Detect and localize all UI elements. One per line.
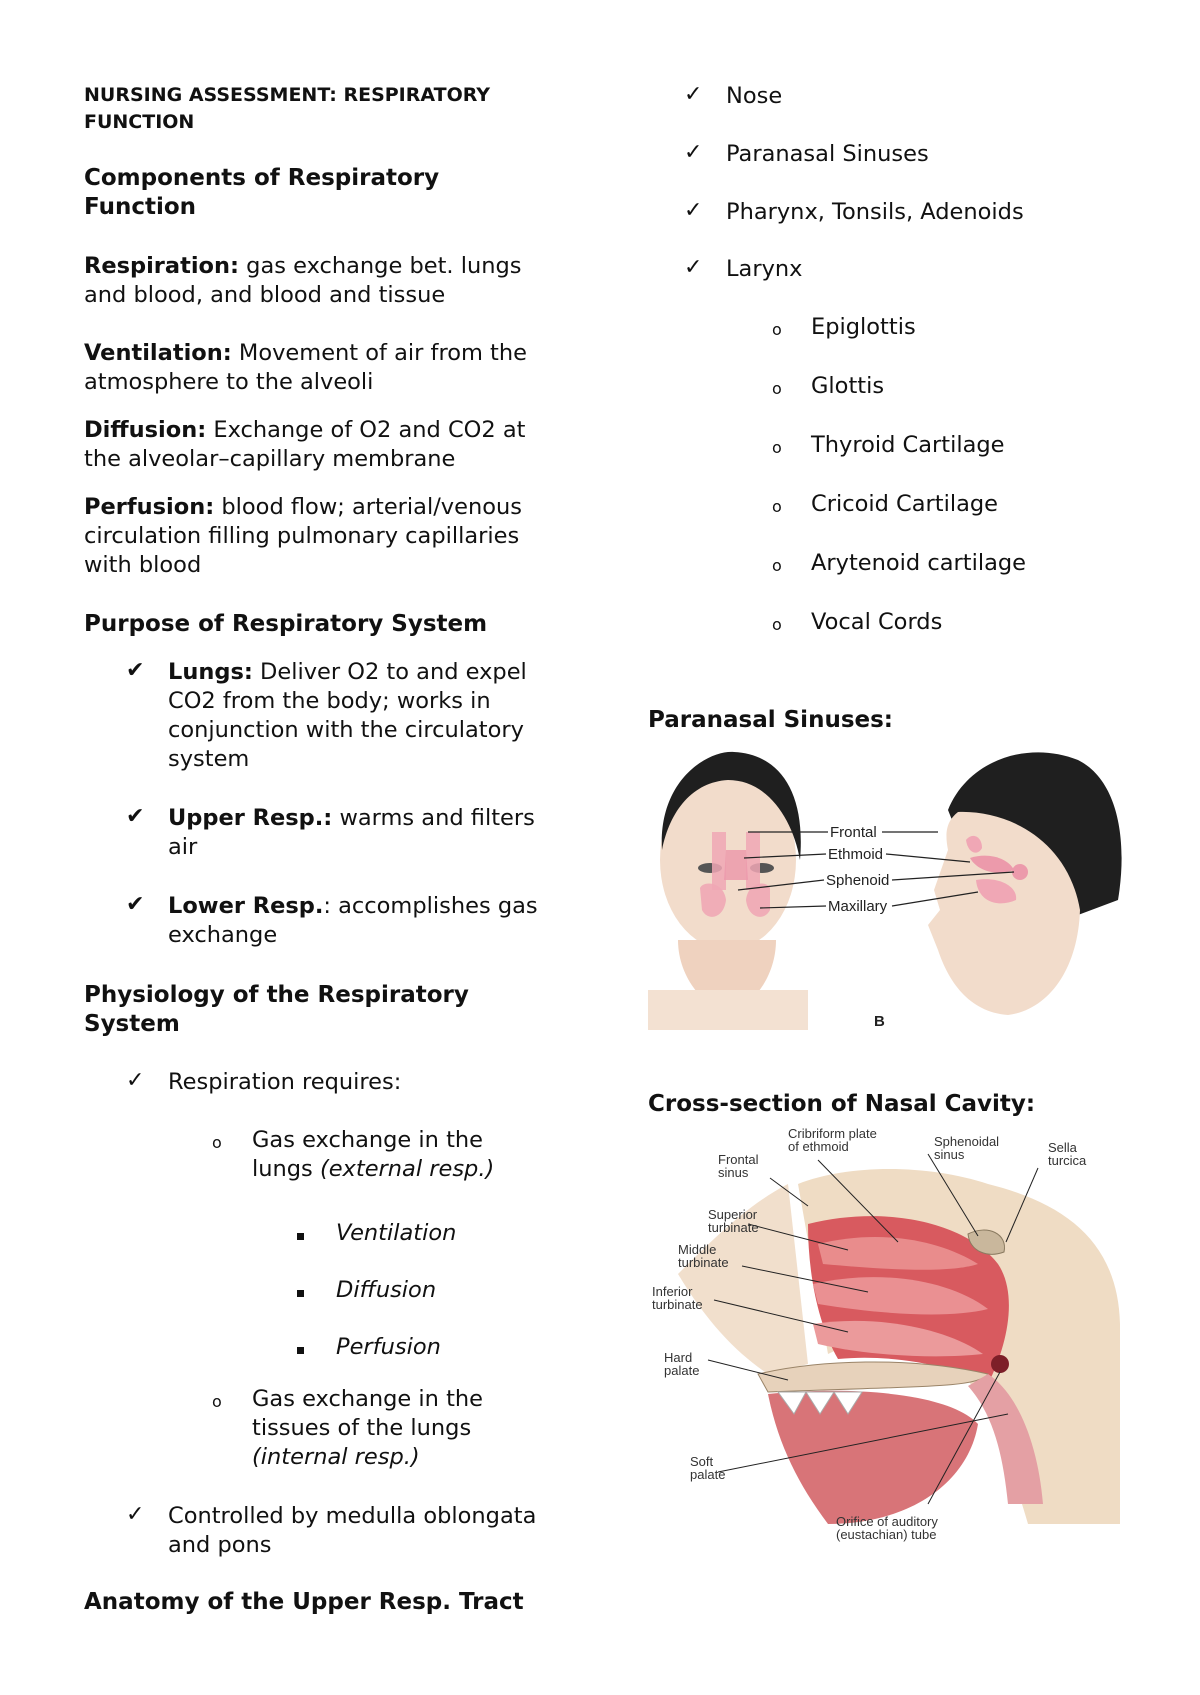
- larynx-item: Thyroid Cartilage: [811, 432, 1005, 458]
- square-bullet-icon: [297, 1233, 304, 1240]
- sub-item-diffusion: Diffusion: [336, 1277, 437, 1303]
- purpose-text: : accomplishes gas exchange: [168, 893, 538, 948]
- definition-ventilation: [84, 339, 554, 397]
- definition-diffusion: [84, 416, 554, 474]
- definition-term: Ventilation:: [84, 340, 232, 366]
- larynx-item: Glottis: [811, 373, 885, 399]
- definition-text: blood flow; arterial/venous circulation filling pulmonary capillaries with blood: [84, 494, 522, 578]
- nasal-cavity-figure: [648, 1124, 1128, 1554]
- definition-term: Respiration:: [84, 253, 240, 279]
- circle-bullet-icon: o: [212, 1133, 222, 1152]
- larynx-item: Arytenoid cartilage: [811, 550, 1026, 576]
- check-item-pharynx: Pharynx, Tonsils, Adenoids: [726, 199, 1024, 225]
- label-middle-1: Middle: [678, 1242, 717, 1257]
- square-bullet-icon: [297, 1290, 304, 1297]
- document-title: NURSING ASSESSMENT: RESPIRATORY FUNCTION: [84, 84, 491, 133]
- label-sella-1: Sella: [1048, 1140, 1077, 1155]
- larynx-item: Vocal Cords: [811, 609, 943, 635]
- check-icon: ✓: [126, 1502, 145, 1527]
- heavy-check-icon: ✔: [126, 892, 145, 917]
- label-sphenoidal-1: Sphenoidal: [934, 1134, 1000, 1149]
- check-item-sinuses: Paranasal Sinuses: [726, 141, 929, 167]
- label-cribriform-1: Cribriform plate: [788, 1126, 877, 1141]
- square-bullet-icon: [297, 1347, 304, 1354]
- label-sella-2: turcica: [1048, 1153, 1087, 1168]
- heavy-check-icon: ✔: [126, 658, 145, 683]
- definition-term: Diffusion:: [84, 417, 207, 443]
- larynx-item: Cricoid Cartilage: [811, 491, 999, 517]
- purpose-item-upper: [168, 804, 558, 862]
- nasal-cavity-heading: Cross-section of Nasal Cavity:: [648, 1091, 1036, 1117]
- label-hard-2: palate: [664, 1363, 700, 1378]
- check-icon: ✓: [684, 82, 703, 107]
- purpose-term: Upper Resp.:: [168, 805, 333, 831]
- label-frontal-2: sinus: [718, 1165, 749, 1180]
- circle-bullet-icon: o: [772, 379, 782, 398]
- definition-text: Exchange of O2 and CO2 at the alveolar–capillary membrane: [84, 417, 526, 472]
- purpose-term: Lungs:: [168, 659, 253, 685]
- sinus-label-ethmoid: Ethmoid: [828, 846, 884, 863]
- check-icon: ✓: [684, 198, 703, 223]
- label-soft-1: Soft: [690, 1454, 714, 1469]
- check-icon: ✓: [684, 140, 703, 165]
- internal-resp-item: [252, 1385, 512, 1472]
- label-sphenoidal-2: sinus: [934, 1147, 965, 1162]
- purpose-item-lower: [168, 892, 568, 950]
- side-sphenoid-sinus: [1012, 864, 1028, 880]
- internal-resp-text: Gas exchange in the tissues of the lungs: [252, 1386, 484, 1441]
- circle-bullet-icon: o: [212, 1392, 222, 1411]
- check-icon: ✓: [684, 255, 703, 280]
- circle-bullet-icon: o: [772, 320, 782, 339]
- label-orifice-1: Orifice of auditory: [836, 1514, 938, 1529]
- label-orifice-2: (eustachian) tube: [836, 1527, 937, 1542]
- front-ethmoid-sinus: [724, 850, 748, 880]
- label-inferior-2: turbinate: [652, 1297, 703, 1312]
- label-hard-1: Hard: [664, 1350, 693, 1365]
- label-superior-2: turbinate: [708, 1220, 759, 1235]
- definition-text: gas exchange bet. lungs and blood, and blood and tissue: [84, 253, 522, 308]
- sinus-label-sphenoid: Sphenoid: [826, 872, 890, 889]
- circle-bullet-icon: o: [772, 438, 782, 457]
- definition-perfusion: [84, 493, 554, 580]
- larynx-item: Epiglottis: [811, 314, 916, 340]
- sinus-label-maxillary: Maxillary: [828, 898, 888, 915]
- sub-item-perfusion: Perfusion: [336, 1334, 441, 1360]
- anatomy-heading: Anatomy of the Upper Resp. Tract: [84, 1589, 524, 1615]
- external-resp-note: (external resp.): [319, 1156, 495, 1182]
- circle-bullet-icon: o: [772, 615, 782, 634]
- purpose-heading: Purpose of Respiratory System: [84, 611, 488, 637]
- label-frontal-1: Frontal: [718, 1152, 759, 1167]
- definition-text: Movement of air from the atmosphere to the alveoli: [84, 340, 527, 395]
- controlled-by: Controlled by medulla oblongata and pons: [168, 1503, 537, 1558]
- circle-bullet-icon: o: [772, 556, 782, 575]
- sinus-label-frontal: Frontal: [830, 824, 877, 841]
- heavy-check-icon: ✔: [126, 804, 145, 829]
- purpose-item-lungs: [168, 658, 558, 774]
- check-item-larynx: Larynx: [726, 256, 803, 282]
- sub-item-ventilation: Ventilation: [336, 1220, 457, 1246]
- definition-respiration: [84, 252, 554, 310]
- label-soft-2: palate: [690, 1467, 726, 1482]
- components-heading: Components of Respiratory Function: [84, 165, 440, 220]
- check-icon: ✓: [126, 1068, 145, 1093]
- label-middle-2: turbinate: [678, 1255, 729, 1270]
- paranasal-sinuses-figure: [648, 740, 1128, 1030]
- respiration-requires: Respiration requires:: [168, 1069, 402, 1095]
- label-superior-1: Superior: [708, 1207, 758, 1222]
- external-resp-item: [252, 1126, 512, 1184]
- figure-letter: B: [874, 1013, 885, 1030]
- label-cribriform-2: of ethmoid: [788, 1139, 849, 1154]
- sinuses-heading: Paranasal Sinuses:: [648, 707, 893, 733]
- external-resp-text: Gas exchange in the lungs: [252, 1127, 484, 1182]
- physiology-heading: Physiology of the Respiratory System: [84, 982, 469, 1037]
- purpose-text: Deliver O2 to and expel CO2 from the body; works in conjunction with the circulatory system: [168, 659, 527, 772]
- definition-term: Perfusion:: [84, 494, 215, 520]
- check-item-nose: Nose: [726, 83, 783, 109]
- internal-resp-note: (internal resp.): [252, 1444, 420, 1470]
- purpose-term: Lower Resp.: [168, 893, 324, 919]
- eustachian-orifice: [991, 1355, 1009, 1373]
- purpose-text: warms and filters air: [168, 805, 535, 860]
- circle-bullet-icon: o: [772, 497, 782, 516]
- label-inferior-1: Inferior: [652, 1284, 693, 1299]
